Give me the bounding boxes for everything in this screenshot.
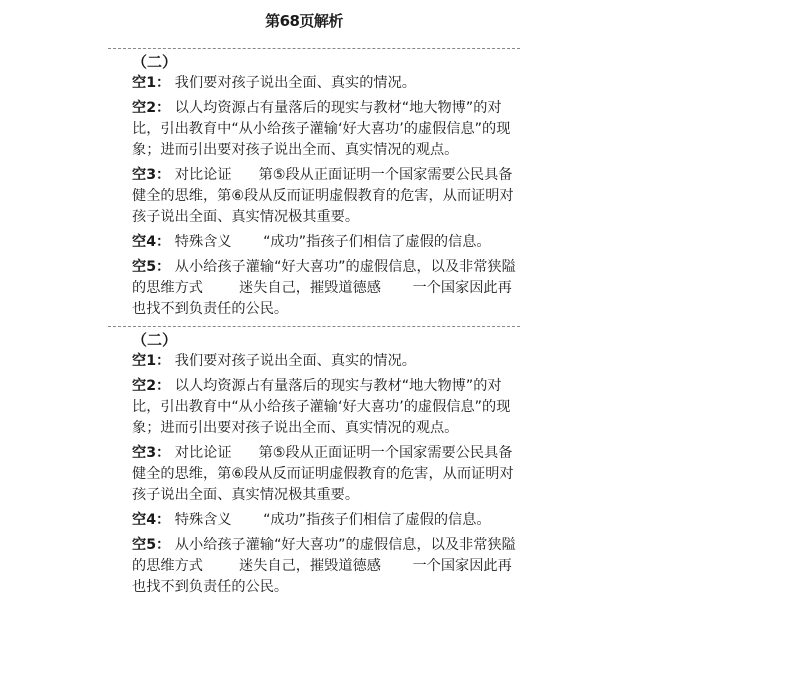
- answer-text: 从小给孩子灌输“好大喜功”的虚假信息，以及非常狭隘的思维方式 迷失自己，摧毁道德感 一个国家因此再也找不到负责任的公民。: [132, 537, 516, 595]
- answer-item-1: [132, 351, 520, 372]
- answer-text: 对比论证 第⑤段从正面证明一个国家需要公民具备健全的思维，第⑥段从反而证明虚假教育的危害，从而证明对孩子说出全面、真实情况极其重要。: [132, 167, 514, 225]
- answer-item-2: [132, 376, 520, 439]
- answer-section: [108, 48, 520, 326]
- answer-item-3: [132, 165, 520, 228]
- answer-label: 空5：: [132, 537, 171, 553]
- section-heading: （二）: [132, 53, 178, 71]
- page-title: 第68页解析: [265, 12, 343, 30]
- answer-text: 以人均资源占有量落后的现实与教材“地大物博”的对比，引出教育中“从小给孩子灌输‘好大喜功’的虚假信息”的现象；进而引出要对孩子说出全而、真实情况的观点。: [132, 100, 511, 158]
- answer-text: 我们要对孩子说出全面、真实的情况。: [170, 353, 416, 369]
- answer-item-5: [132, 257, 520, 320]
- answer-text: 对比论证 第⑤段从正面证明一个国家需要公民具备健全的思维，第⑥段从反而证明虚假教育的危害，从而证明对孩子说出全面、真实情况极其重要。: [132, 445, 514, 503]
- answer-text: 我们要对孩子说出全面、真实的情况。: [170, 75, 416, 91]
- answer-label: 空4：: [132, 234, 171, 250]
- answer-label: 空1：: [132, 75, 171, 91]
- answer-section: [108, 326, 520, 604]
- answer-item-4: [132, 510, 520, 531]
- answer-text: 从小给孩子灌输“好大喜功”的虚假信息，以及非常狭隘的思维方式 迷失自己，摧毁道德感 一个国家因此再也找不到负责任的公民。: [132, 259, 516, 317]
- answer-text: 特殊含义 “成功”指孩子们相信了虚假的信息。: [170, 512, 491, 528]
- answer-item-1: [132, 73, 520, 94]
- answer-label: 空1：: [132, 353, 171, 369]
- answer-sections: [108, 48, 520, 604]
- section-heading: （二）: [132, 331, 178, 349]
- answer-item-3: [132, 443, 520, 506]
- answer-item-4: [132, 232, 520, 253]
- answer-item-5: [132, 535, 520, 598]
- answer-text: 以人均资源占有量落后的现实与教材“地大物博”的对比，引出教育中“从小给孩子灌输‘好大喜功’的虚假信息”的现象；进而引出要对孩子说出全而、真实情况的观点。: [132, 378, 511, 436]
- answer-label: 空2：: [132, 378, 171, 394]
- answer-label: 空4：: [132, 512, 171, 528]
- answer-label: 空2：: [132, 100, 171, 116]
- answer-label: 空5：: [132, 259, 171, 275]
- answer-label: 空3：: [132, 167, 171, 183]
- answer-item-2: [132, 98, 520, 161]
- answer-text: 特殊含义 “成功”指孩子们相信了虚假的信息。: [170, 234, 491, 250]
- answer-label: 空3：: [132, 445, 171, 461]
